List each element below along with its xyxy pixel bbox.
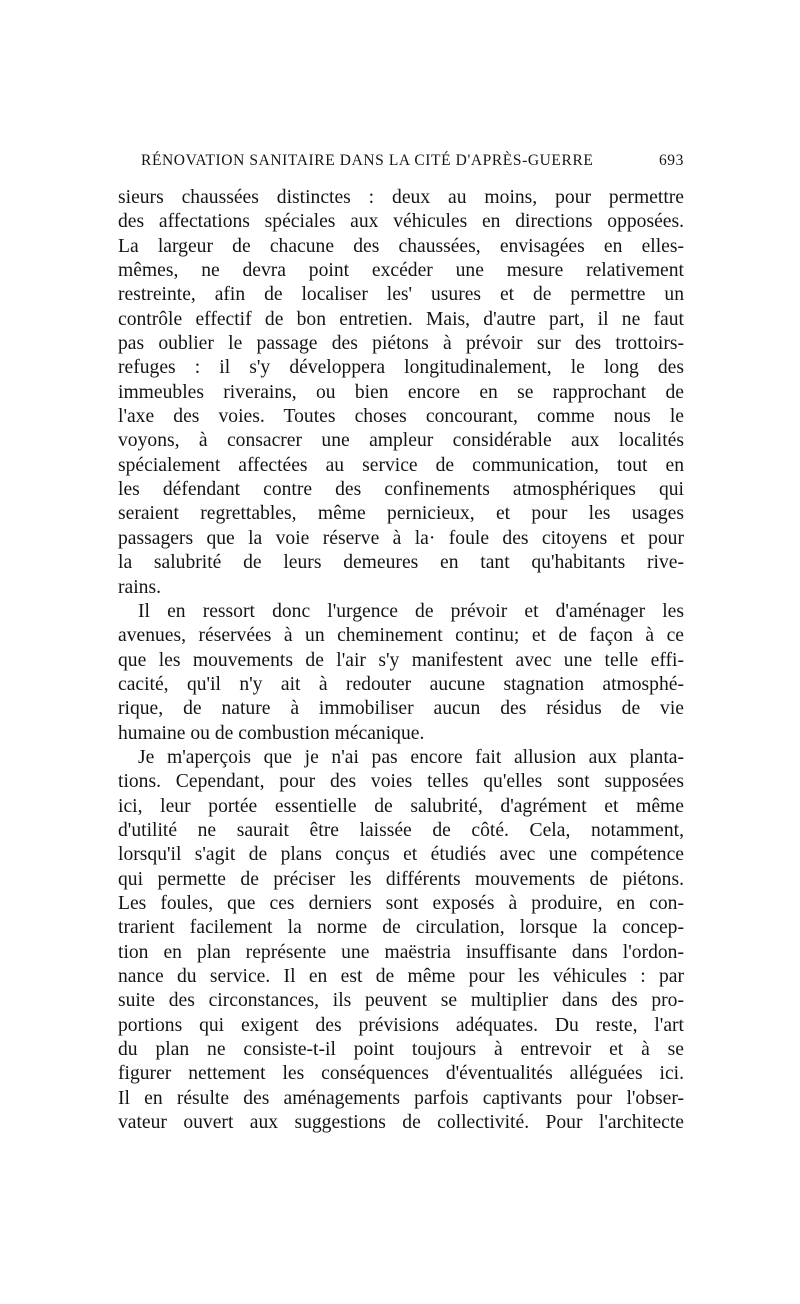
text-line: les défendant contre des confinements atmosphériques qui (118, 479, 684, 501)
text-line: refuges : il s'y développera longitudinalement, le long des (118, 357, 684, 379)
text-line: La largeur de chacune des chaussées, envisagées en elles- (118, 235, 684, 257)
body-text (118, 186, 684, 1135)
text-line: la salubrité de leurs demeures en tant qu'habitants rive- (118, 552, 684, 574)
text-line: que les mouvements de l'air s'y manifestent avec une telle effi- (118, 649, 684, 671)
text-line: humaine ou de combustion mécanique. (118, 722, 425, 744)
text-line: Je m'aperçois que je n'ai pas encore fait allusion aux planta- (138, 746, 684, 768)
text-line: des affectations spéciales aux véhicules en directions opposées. (118, 211, 684, 233)
text-line: passagers que la voie réserve à la· foule des citoyens et pour (118, 527, 684, 549)
text-line: Il en ressort donc l'urgence de prévoir et d'aménager les (138, 600, 684, 622)
paragraph (118, 746, 684, 1136)
paragraph (118, 186, 684, 600)
text-line: suite des circonstances, ils peuvent se multiplier dans des pro- (118, 990, 684, 1012)
text-line: Il en résulte des aménagements parfois captivants pour l'obser- (118, 1087, 684, 1109)
text-line: contrôle effectif de bon entretien. Mais, d'autre part, il ne faut (118, 308, 684, 330)
text-line: rains. (118, 576, 161, 598)
text-line: portions qui exigent des prévisions adéquates. Du reste, l'art (118, 1014, 684, 1036)
text-line: lorsqu'il s'agit de plans conçus et étudiés avec une compétence (118, 844, 684, 866)
text-line: du plan ne consiste-t-il point toujours à entrevoir et à se (118, 1039, 684, 1061)
text-line: mêmes, ne devra point excéder une mesure relativement (118, 260, 684, 282)
text-line: vateur ouvert aux suggestions de collectivité. Pour l'architecte (118, 1112, 684, 1134)
text-line: restreinte, afin de localiser les' usures et de permettre un (118, 284, 684, 306)
running-head-title: RÉNOVATION SANITAIRE DANS LA CITÉ D'APRÈS-GUERRE (141, 152, 594, 169)
text-line: spécialement affectées au service de communication, tout en (118, 454, 684, 476)
paragraph (118, 600, 684, 746)
text-line: tions. Cependant, pour des voies telles qu'elles sont supposées (118, 771, 684, 793)
text-line: rique, de nature à immobiliser aucun des résidus de vie (118, 698, 684, 720)
page-number: 693 (658, 152, 684, 169)
text-line: immeubles riverains, ou bien encore en se rapprochant de (118, 381, 684, 403)
text-line: ici, leur portée essentielle de salubrité, d'agrément et même (118, 795, 684, 817)
text-line: qui permette de préciser les différents mouvements de piétons. (118, 868, 684, 890)
running-head (118, 150, 684, 172)
text-line: seraient regrettables, même pernicieux, et pour les usages (118, 503, 684, 525)
text-line: cacité, qu'il n'y ait à redouter aucune stagnation atmosphé- (118, 673, 684, 695)
text-line: sieurs chaussées distinctes : deux au moins, pour permettre (118, 187, 684, 208)
text-line: trarient facilement la norme de circulation, lorsque la concep- (118, 917, 684, 939)
text-line: Les foules, que ces derniers sont exposés à produire, en con- (118, 892, 684, 914)
text-line: d'utilité ne saurait être laissée de côté. Cela, notamment, (118, 819, 684, 841)
text-line: pas oublier le passage des piétons à prévoir sur des trottoirs- (118, 333, 684, 355)
text-line: nance du service. Il en est de même pour les véhicules : par (118, 966, 684, 987)
text-line: tion en plan représente une maëstria insuffisante dans l'ordon- (118, 941, 684, 963)
text-line: avenues, réservées à un cheminement continu; et de façon à ce (118, 625, 684, 647)
text-line: voyons, à consacrer une ampleur considérable aux localités (118, 430, 684, 452)
text-line: l'axe des voies. Toutes choses concourant, comme nous le (118, 406, 684, 428)
text-line: figurer nettement les conséquences d'éventualités alléguées ici. (118, 1063, 684, 1085)
